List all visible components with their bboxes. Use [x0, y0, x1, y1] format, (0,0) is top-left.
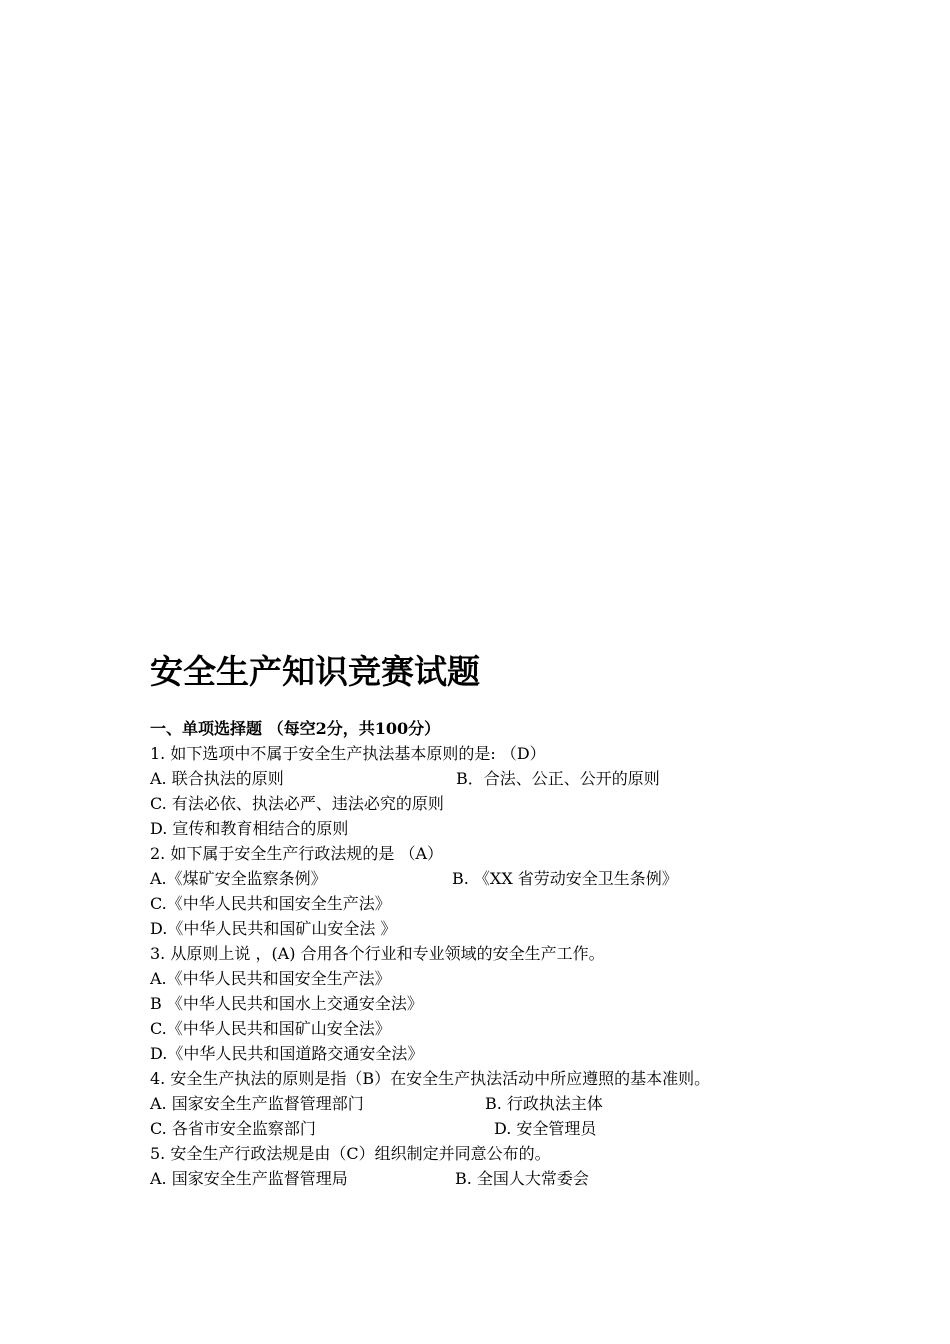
question-3-option-c: C.《中华人民共和国矿山安全法》 — [150, 1019, 391, 1038]
question-1-option-d: D. 宣传和教育相结合的原则 — [150, 819, 349, 838]
section-heading: 一、单项选择题 （每空2分，共100分） — [150, 719, 441, 738]
question-5-stem: 5. 安全生产行政法规是由（C）组织制定并同意公布的。 — [150, 1144, 551, 1163]
question-3-option-b: B 《中华人民共和国水上交通安全法》 — [150, 994, 423, 1013]
question-3-option-d: D.《中华人民共和国道路交通安全法》 — [150, 1044, 424, 1063]
question-5-options-ab — [150, 1166, 810, 1191]
question-4-options-ab — [150, 1091, 810, 1116]
question-1-stem: 1. 如下选项中不属于安全生产执法基本原则的是: （D） — [150, 744, 546, 763]
question-4-option-b: B. 行政执法主体 — [485, 1094, 603, 1113]
question-2-option-a: A.《煤矿安全监察条例》 — [150, 869, 327, 888]
question-3-option-a: A.《中华人民共和国安全生产法》 — [150, 969, 391, 988]
question-5-option-b: B. 全国人大常委会 — [455, 1169, 589, 1188]
question-1-option-b: B．合法、公正、公开的原则 — [456, 769, 660, 788]
document-title: 安全生产知识竞赛试题 — [150, 652, 480, 691]
question-2-option-d: D.《中华人民共和国矿山安全法 》 — [150, 919, 397, 938]
question-4-stem: 4. 安全生产执法的原则是指（B）在安全生产执法活动中所应遵照的基本准则。 — [150, 1069, 711, 1088]
question-5-option-a: A. 国家安全生产监督管理局 — [150, 1169, 348, 1188]
question-1-options-ab — [150, 766, 810, 791]
document-content — [150, 650, 810, 1191]
question-1-option-a: A. 联合执法的原则 — [150, 769, 284, 788]
question-4-option-d: D. 安全管理员 — [494, 1119, 597, 1138]
question-2-option-b: B. 《XX 省劳动安全卫生条例》 — [452, 869, 678, 888]
question-2-stem: 2. 如下属于安全生产行政法规的是 （A） — [150, 844, 443, 863]
question-2-options-ab — [150, 866, 810, 891]
question-4-options-cd — [150, 1116, 810, 1141]
question-2-option-c: C.《中华人民共和国安全生产法》 — [150, 894, 391, 913]
question-3-stem: 3. 从原则上说 ，(A) 合用各个行业和专业领域的安全生产工作。 — [150, 944, 605, 963]
question-1-option-c: C. 有法必依、执法必严、违法必究的原则 — [150, 794, 444, 813]
question-4-option-a: A. 国家安全生产监督管理部门 — [150, 1094, 364, 1113]
question-4-option-c: C. 各省市安全监察部门 — [150, 1119, 316, 1138]
